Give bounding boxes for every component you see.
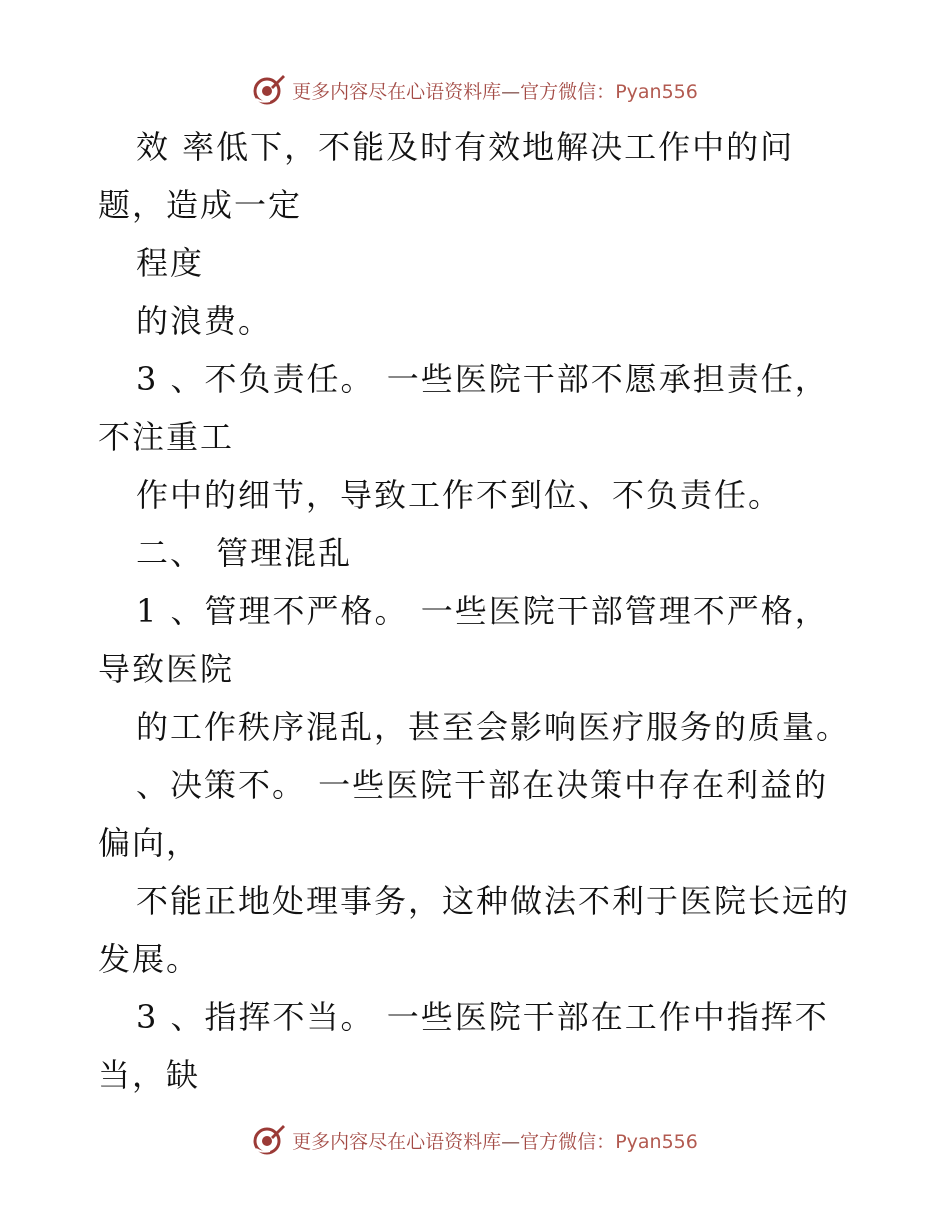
document-body [98, 118, 878, 1104]
footer-brand: 更多内容尽在心语资料库 [292, 1130, 502, 1153]
text-line: 3 、不负责任。 一些医院干部不愿承担责任， [136, 360, 829, 398]
pen-logo-icon [252, 1123, 286, 1157]
header-text [292, 77, 698, 104]
footer-wechat-id: Pyan556 [615, 1130, 698, 1153]
footer-dash: — [501, 1130, 521, 1153]
section-heading: 二、 管理混乱 [136, 534, 353, 572]
text-line: 导致医院 [98, 650, 235, 688]
text-line: 当，缺 [98, 1056, 201, 1094]
text-line: 1 、管理不严格。 一些医院干部管理不严格， [136, 592, 829, 630]
text-line: 发展。 [98, 940, 201, 978]
text-line: 程度 [136, 244, 205, 282]
header-wechat-label: 官方微信： [520, 80, 616, 103]
pen-logo-icon [252, 73, 286, 107]
footer-wechat-label: 官方微信： [520, 1130, 616, 1153]
text-line: 的浪费。 [136, 302, 273, 340]
text-line: 作中的细节，导致工作不到位、不负责任。 [136, 476, 783, 514]
text-line: 效 率低下，不能及时有效地解决工作中的问 [136, 128, 795, 166]
header-banner [0, 70, 950, 110]
footer-text [292, 1127, 698, 1154]
text-line: 的工作秩序混乱，甚至会影响医疗服务的质量。 [136, 708, 851, 746]
footer-banner [0, 1120, 950, 1160]
text-line: 题，造成一定 [98, 186, 303, 224]
text-line: 3 、指挥不当。 一些医院干部在工作中指挥不 [136, 998, 829, 1036]
text-line: 不注重工 [98, 418, 235, 456]
text-line: 不能正地处理事务，这种做法不利于医院长远的 [136, 882, 851, 920]
text-line: 、决策不。 一些医院干部在决策中存在利益的 [136, 766, 829, 804]
header-wechat-id: Pyan556 [615, 80, 698, 103]
header-brand: 更多内容尽在心语资料库 [292, 80, 502, 103]
header-dash: — [501, 80, 521, 103]
text-line: 偏向， [98, 824, 201, 862]
